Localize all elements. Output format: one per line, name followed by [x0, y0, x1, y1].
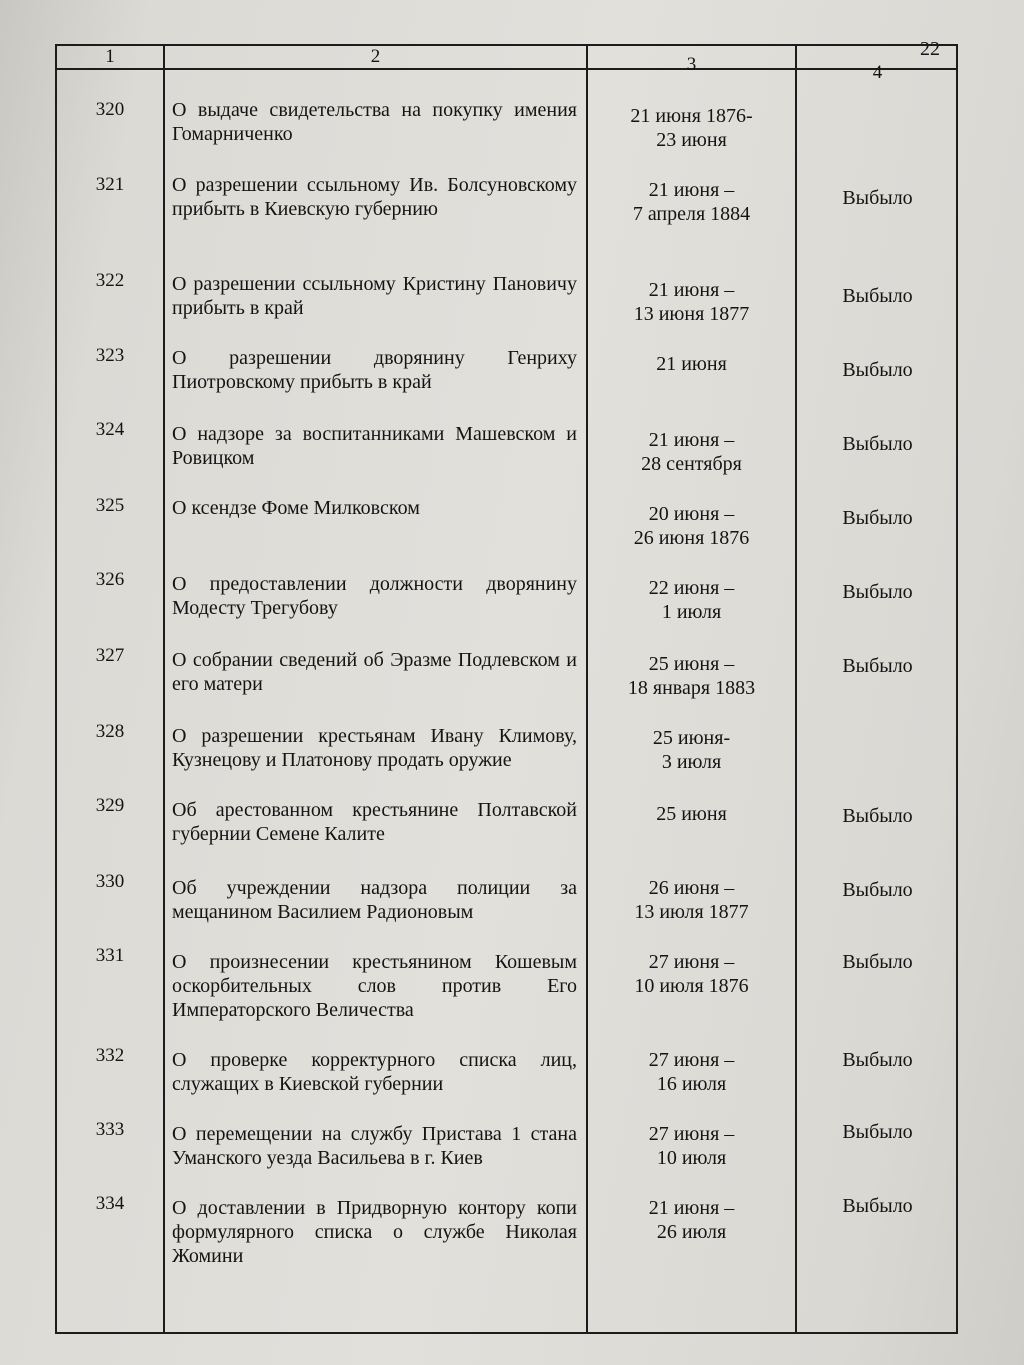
row-number: 320 — [95, 99, 125, 120]
row-date: 27 июня – 10 июля 1876 — [634, 951, 749, 997]
row-number: 327 — [95, 645, 125, 666]
row-date: 25 июня – 18 января 1883 — [627, 653, 756, 699]
register-table — [55, 44, 958, 1334]
row-title: О разрешении ссыльному Кристину Пановичу прибыть в край — [172, 273, 577, 319]
row-title: О доставлении в Придворную контору копи формулярного списка о службе Николая Жомини — [172, 1197, 577, 1267]
row-status: Выбыло — [842, 951, 913, 973]
row-title: О надзоре за воспитанниками Машевском и Ровицком — [172, 423, 577, 469]
row-title: О выдаче свидетельства на покупку имения Гомарниченко — [172, 99, 577, 145]
row-title: О разрешении крестьянам Ивану Климову, Кузнецову и Платонову продать оружие — [172, 725, 577, 771]
row-number: 321 — [95, 174, 125, 195]
row-number: 333 — [95, 1119, 125, 1140]
column-header-4: 4 — [872, 62, 883, 83]
row-date: 20 июня – 26 июня 1876 — [633, 503, 750, 549]
row-status: Выбыло — [842, 1121, 913, 1143]
row-title: Об арестованном крестьянине Полтавской губернии Семене Калите — [172, 799, 577, 845]
row-title: Об учреждении надзора полиции за мещанином Василием Радионовым — [172, 877, 577, 923]
row-title: О разрешении ссыльному Ив. Болсуновскому прибыть в Киевскую губернию — [172, 174, 577, 220]
row-date: 27 июня – 16 июля — [648, 1049, 735, 1095]
row-number: 332 — [95, 1045, 125, 1066]
row-status: Выбыло — [842, 359, 913, 381]
row-date: 21 июня — [656, 353, 727, 375]
row-date: 27 июня – 10 июля — [648, 1123, 735, 1169]
row-date: 21 июня – 13 июня 1877 — [633, 279, 750, 325]
row-title: О разрешении дворянину Генриху Пиотровскому прибыть в край — [172, 347, 577, 393]
row-title: О ксендзе Фоме Милковском — [172, 497, 420, 519]
row-number: 328 — [95, 721, 125, 742]
row-status: Выбыло — [842, 1049, 913, 1071]
row-date: 22 июня – 1 июля — [648, 577, 735, 623]
row-status: Выбыло — [842, 187, 913, 209]
row-status: Выбыло — [842, 655, 913, 677]
row-number: 323 — [95, 345, 125, 366]
row-status: Выбыло — [842, 285, 913, 307]
column-header-1: 1 — [105, 46, 115, 67]
row-title: О собрании сведений об Эразме Подлевском и его матери — [172, 649, 577, 695]
row-number: 324 — [95, 419, 125, 440]
row-status: Выбыло — [842, 1195, 913, 1217]
row-date: 25 июня — [656, 803, 727, 825]
row-number: 322 — [95, 270, 125, 291]
row-status: Выбыло — [842, 805, 913, 827]
row-title: О проверке корректурного списка лиц, служащих в Киевской губернии — [172, 1049, 577, 1095]
row-title: О перемещении на службу Пристава 1 стана Уманского уезда Васильева в г. Киев — [172, 1123, 577, 1169]
row-date: 21 июня 1876- 23 июня — [630, 105, 753, 151]
row-number: 329 — [95, 795, 125, 816]
row-status: Выбыло — [842, 879, 913, 901]
row-status: Выбыло — [842, 433, 913, 455]
row-title: О произнесении крестьянином Кошевым оскорбительных слов против Его Императорского Величества — [172, 951, 577, 1021]
page-number: 22 — [920, 38, 940, 60]
row-number: 334 — [95, 1193, 125, 1214]
column-divider — [163, 46, 165, 1332]
row-date: 25 июня- 3 июля — [652, 727, 731, 773]
row-number: 330 — [95, 871, 125, 892]
row-status: Выбыло — [842, 507, 913, 529]
column-header-3: 3 — [686, 54, 697, 75]
row-title: О предоставлении должности дворянину Модесту Трегубову — [172, 573, 577, 619]
row-number: 331 — [95, 945, 125, 966]
row-date: 21 июня – 26 июля — [648, 1197, 735, 1243]
row-status: Выбыло — [842, 581, 913, 603]
row-number: 326 — [95, 569, 125, 590]
row-number: 325 — [95, 495, 125, 516]
column-header-2: 2 — [370, 46, 381, 67]
row-date: 21 июня – 28 сентября — [641, 429, 742, 475]
row-date: 26 июня – 13 июля 1877 — [634, 877, 749, 923]
row-date: 21 июня – 7 апреля 1884 — [632, 179, 751, 225]
